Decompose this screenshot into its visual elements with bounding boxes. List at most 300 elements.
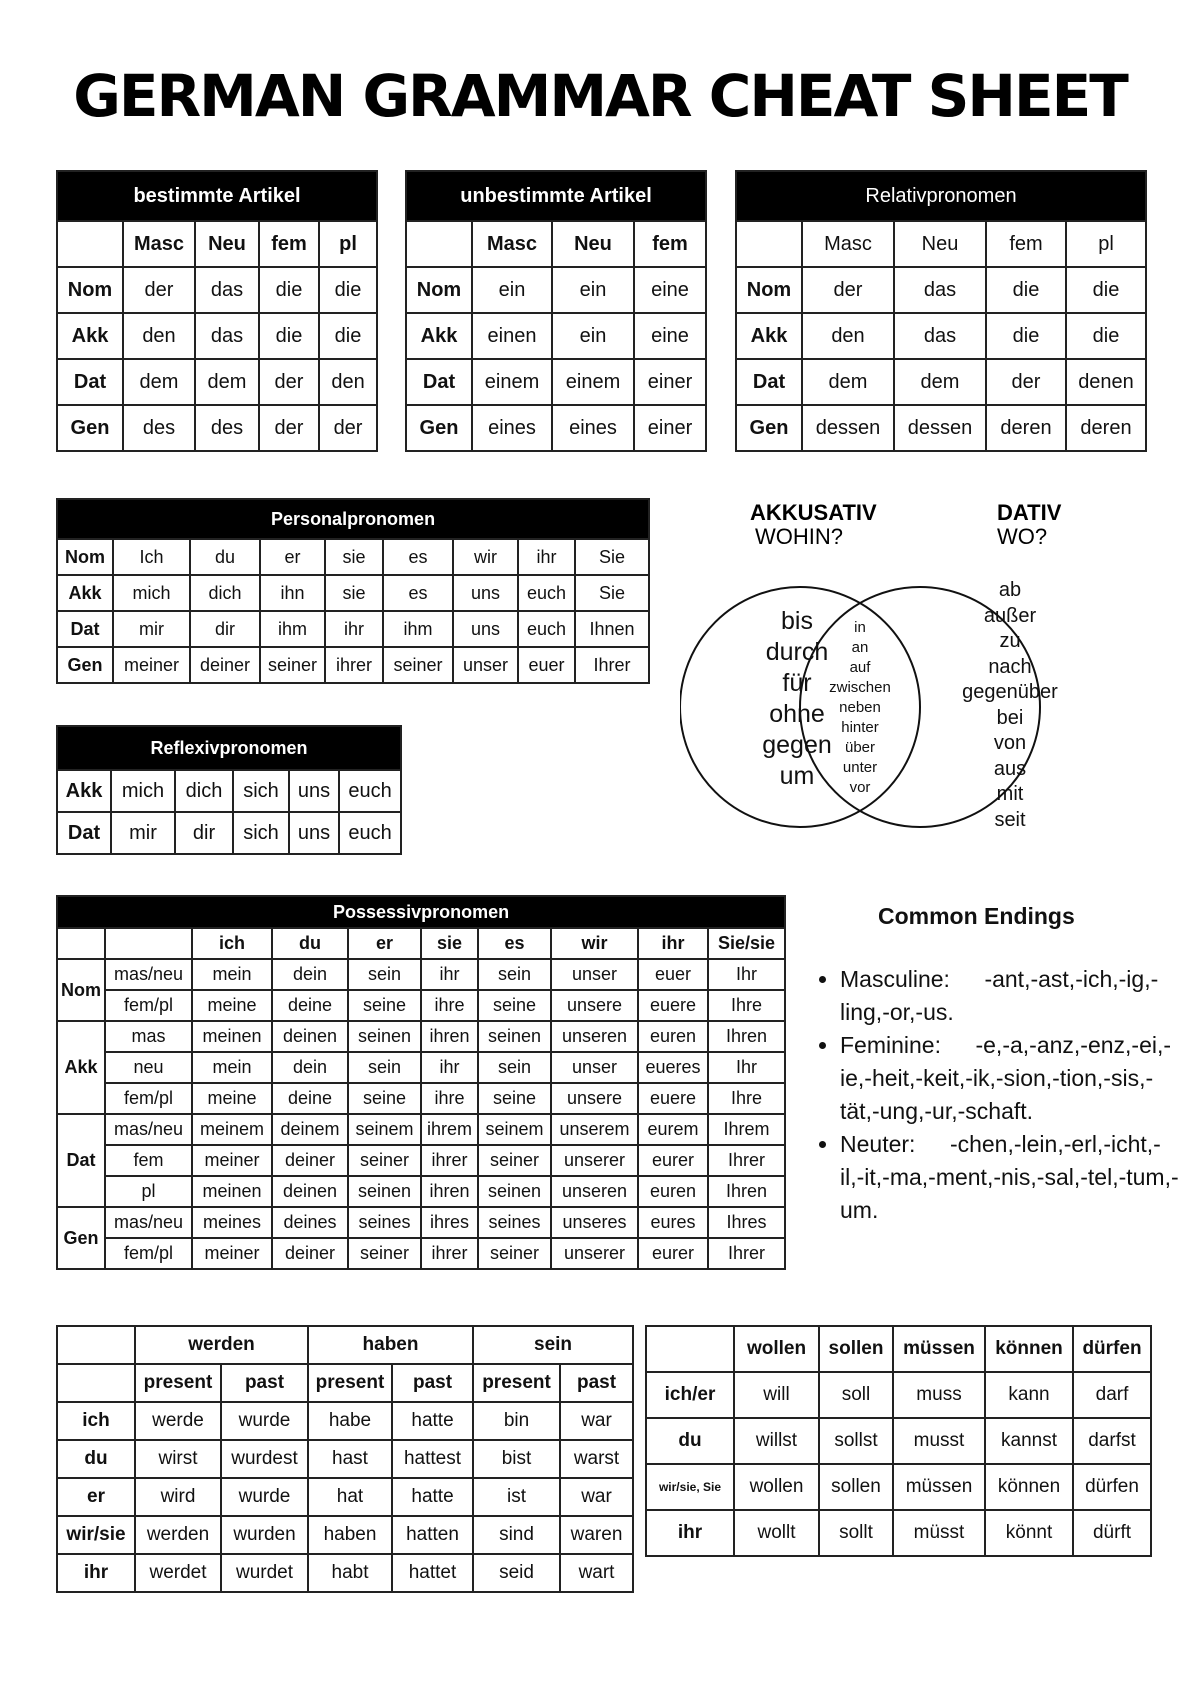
- column-header: [736, 221, 802, 267]
- table-cell: seinen: [478, 1176, 551, 1207]
- table-cell: der: [259, 359, 319, 405]
- table-row: [57, 812, 401, 854]
- table-cell: soll: [819, 1372, 893, 1418]
- table-cell: bist: [473, 1440, 560, 1478]
- column-header: du: [272, 928, 348, 959]
- column-header: können: [985, 1326, 1073, 1372]
- gender-label: fem/pl: [105, 990, 192, 1021]
- table-cell: ihr: [421, 1052, 478, 1083]
- table-row: [646, 1464, 1151, 1510]
- table-cell: seiner: [383, 647, 453, 683]
- column-header: [406, 221, 472, 267]
- table-cell: hatte: [392, 1402, 473, 1440]
- row-header: Gen: [57, 647, 113, 683]
- row-header: Dat: [57, 611, 113, 647]
- auxiliary-verb-table: [56, 1325, 634, 1593]
- table-cell: seinen: [348, 1021, 421, 1052]
- table-row: [57, 1554, 633, 1592]
- table-cell: seiner: [348, 1238, 421, 1269]
- table-cell: deinen: [272, 1176, 348, 1207]
- table-cell: der: [259, 405, 319, 451]
- table-cell: den: [802, 313, 894, 359]
- column-header: ich: [192, 928, 272, 959]
- tense-header: past: [392, 1364, 473, 1402]
- table-row: [57, 1440, 633, 1478]
- table-cell: euch: [518, 611, 575, 647]
- table-row: [646, 1418, 1151, 1464]
- table-cell: deinen: [272, 1021, 348, 1052]
- table-cell: seine: [348, 1083, 421, 1114]
- table-cell: deines: [272, 1207, 348, 1238]
- table-cell: sollst: [819, 1418, 893, 1464]
- table-cell: wurdet: [221, 1554, 308, 1592]
- table-cell: sie: [325, 575, 383, 611]
- table-cell: Ihrer: [708, 1238, 785, 1269]
- table-row: [57, 575, 649, 611]
- table-title: Personalpronomen: [57, 499, 649, 539]
- table-cell: sollen: [819, 1464, 893, 1510]
- table-cell: Ihrer: [708, 1145, 785, 1176]
- table-cell: seine: [478, 990, 551, 1021]
- row-header: ich: [57, 1402, 135, 1440]
- preposition: bei: [996, 706, 1024, 729]
- table-cell: seinen: [348, 1176, 421, 1207]
- table-cell: war: [560, 1478, 633, 1516]
- column-header: Neu: [894, 221, 986, 267]
- table-cell: warst: [560, 1440, 633, 1478]
- table-row: [736, 359, 1146, 405]
- table-row: [406, 313, 706, 359]
- ending-item: [840, 1029, 1180, 1128]
- table-cell: einer: [634, 359, 706, 405]
- table-cell: deine: [272, 990, 348, 1021]
- table-cell: wollen: [734, 1464, 819, 1510]
- column-header: sie: [421, 928, 478, 959]
- verb-header: sein: [473, 1326, 633, 1364]
- column-header: Neu: [552, 221, 634, 267]
- column-header: es: [478, 928, 551, 959]
- table-cell: eine: [634, 267, 706, 313]
- table-row: [57, 990, 785, 1021]
- column-header: fem: [634, 221, 706, 267]
- table-cell: sich: [233, 770, 289, 812]
- table-cell: eines: [472, 405, 552, 451]
- preposition: um: [779, 762, 815, 790]
- table-cell: einer: [634, 405, 706, 451]
- preposition: unter: [842, 759, 878, 776]
- table-cell: sein: [348, 959, 421, 990]
- table-cell: deiner: [190, 647, 260, 683]
- table-row: [57, 1478, 633, 1516]
- preposition: nach: [988, 655, 1032, 678]
- table-cell: meinem: [192, 1114, 272, 1145]
- column-header: sollen: [819, 1326, 893, 1372]
- table-row: [57, 959, 785, 990]
- ending-spacer: [950, 966, 985, 992]
- table-cell: ihrer: [325, 647, 383, 683]
- table-cell: unserer: [551, 1238, 638, 1269]
- preposition: gegenüber: [962, 681, 1058, 703]
- table-title: Relativpronomen: [736, 171, 1146, 221]
- table-cell: des: [123, 405, 195, 451]
- table-cell: seinem: [348, 1114, 421, 1145]
- gender-label: mas/neu: [105, 959, 192, 990]
- preposition: zwischen: [829, 679, 891, 696]
- tense-header: present: [135, 1364, 221, 1402]
- table-cell: ist: [473, 1478, 560, 1516]
- preposition: in: [854, 619, 866, 636]
- gender-label: pl: [105, 1176, 192, 1207]
- preposition: seit: [994, 808, 1026, 831]
- table-cell: sich: [233, 812, 289, 854]
- table-row: [57, 611, 649, 647]
- table-cell: deiner: [272, 1238, 348, 1269]
- table-cell: ihm: [260, 611, 325, 647]
- table-cell: meiner: [113, 647, 190, 683]
- modal-verb-table: [645, 1325, 1152, 1557]
- preposition: ab: [998, 579, 1022, 601]
- table-cell: Sie: [575, 539, 649, 575]
- column-header: müssen: [893, 1326, 985, 1372]
- verb-header: haben: [308, 1326, 473, 1364]
- table-cell: Ihrem: [708, 1114, 785, 1145]
- personal-pronoun-table: [56, 498, 650, 684]
- possessive-pronoun-table: [56, 895, 786, 1270]
- row-header: Gen: [736, 405, 802, 451]
- table-cell: meinen: [192, 1021, 272, 1052]
- column-header: pl: [319, 221, 377, 267]
- table-cell: hat: [308, 1478, 392, 1516]
- table-cell: Ihre: [708, 990, 785, 1021]
- tense-header: past: [221, 1364, 308, 1402]
- table-cell: seiner: [478, 1238, 551, 1269]
- table-cell: dich: [175, 770, 233, 812]
- column-header: er: [348, 928, 421, 959]
- column-header: wir: [551, 928, 638, 959]
- row-header: du: [646, 1418, 734, 1464]
- empty-cell: [57, 1364, 135, 1402]
- table-row: [736, 267, 1146, 313]
- table-cell: dem: [123, 359, 195, 405]
- table-cell: mich: [111, 770, 175, 812]
- table-cell: eures: [638, 1207, 708, 1238]
- table-cell: ein: [472, 267, 552, 313]
- header-row: [57, 928, 785, 959]
- table-cell: unseren: [551, 1021, 638, 1052]
- table-cell: ihr: [325, 611, 383, 647]
- table-cell: haben: [308, 1516, 392, 1554]
- table-row: [406, 267, 706, 313]
- table-cell: eurem: [638, 1114, 708, 1145]
- preposition: zu: [999, 630, 1021, 652]
- table-cell: die: [319, 267, 377, 313]
- case-header: Dat: [57, 1114, 105, 1207]
- table-cell: die: [1066, 267, 1146, 313]
- preposition: durch: [765, 638, 829, 666]
- row-header: Gen: [406, 405, 472, 451]
- table-cell: ihres: [421, 1207, 478, 1238]
- table-cell: die: [259, 267, 319, 313]
- table-cell: sind: [473, 1516, 560, 1554]
- table-cell: seines: [478, 1207, 551, 1238]
- tense-header-row: [57, 1364, 633, 1402]
- table-row: [57, 267, 377, 313]
- table-cell: unserem: [551, 1114, 638, 1145]
- table-row: [57, 313, 377, 359]
- gender-label: fem/pl: [105, 1238, 192, 1269]
- table-cell: wollt: [734, 1510, 819, 1556]
- table-cell: unserer: [551, 1145, 638, 1176]
- dativ-question: WO?: [997, 524, 1048, 549]
- indefinite-article-table: [405, 170, 707, 452]
- column-header: [105, 928, 192, 959]
- table-cell: die: [986, 313, 1066, 359]
- table-cell: dem: [894, 359, 986, 405]
- table-cell: wurde: [221, 1402, 308, 1440]
- table-row: [57, 1207, 785, 1238]
- table-row: [57, 770, 401, 812]
- column-header: ihr: [638, 928, 708, 959]
- column-header: [57, 221, 123, 267]
- column-header: wollen: [734, 1326, 819, 1372]
- table-cell: dessen: [802, 405, 894, 451]
- table-title: unbestimmte Artikel: [406, 171, 706, 221]
- table-row: [57, 1402, 633, 1440]
- table-cell: ihre: [421, 1083, 478, 1114]
- table-cell: dürfen: [1073, 1464, 1151, 1510]
- empty-cell: [57, 1326, 135, 1364]
- table-cell: seiner: [478, 1145, 551, 1176]
- table-cell: dem: [195, 359, 259, 405]
- column-header: Masc: [472, 221, 552, 267]
- table-cell: ihrem: [421, 1114, 478, 1145]
- table-cell: euere: [638, 1083, 708, 1114]
- row-header: du: [57, 1440, 135, 1478]
- table-cell: wird: [135, 1478, 221, 1516]
- column-header: fem: [986, 221, 1066, 267]
- table-cell: waren: [560, 1516, 633, 1554]
- table-cell: sein: [348, 1052, 421, 1083]
- table-cell: deiner: [272, 1145, 348, 1176]
- row-header: Akk: [57, 313, 123, 359]
- preposition: auf: [849, 659, 871, 676]
- table-cell: wir: [453, 539, 518, 575]
- table-row: [57, 1145, 785, 1176]
- table-cell: ein: [552, 267, 634, 313]
- table-cell: uns: [289, 812, 339, 854]
- table-cell: es: [383, 539, 453, 575]
- row-header: Nom: [57, 539, 113, 575]
- table-cell: meines: [192, 1207, 272, 1238]
- table-cell: hatte: [392, 1478, 473, 1516]
- table-cell: kann: [985, 1372, 1073, 1418]
- table-cell: Ihren: [708, 1021, 785, 1052]
- table-row: [57, 647, 649, 683]
- table-cell: Ihnen: [575, 611, 649, 647]
- preposition: neben: [839, 699, 881, 716]
- common-endings: [810, 900, 1180, 1227]
- table-row: [57, 1052, 785, 1083]
- table-cell: sollt: [819, 1510, 893, 1556]
- row-header: Dat: [57, 359, 123, 405]
- table-cell: mein: [192, 959, 272, 990]
- case-header: Nom: [57, 959, 105, 1021]
- table-cell: meiner: [192, 1238, 272, 1269]
- row-header: Dat: [406, 359, 472, 405]
- table-cell: werdet: [135, 1554, 221, 1592]
- ending-item: [840, 1128, 1180, 1227]
- gender-label: mas/neu: [105, 1114, 192, 1145]
- table-cell: dir: [175, 812, 233, 854]
- table-cell: mein: [192, 1052, 272, 1083]
- table-cell: deren: [1066, 405, 1146, 451]
- row-header: Akk: [57, 575, 113, 611]
- table-cell: musst: [893, 1418, 985, 1464]
- table-cell: müssen: [893, 1464, 985, 1510]
- column-header: dürfen: [1073, 1326, 1151, 1372]
- column-header: pl: [1066, 221, 1146, 267]
- reflexive-pronoun-table: [56, 725, 402, 855]
- table-cell: Ihres: [708, 1207, 785, 1238]
- table-cell: dein: [272, 1052, 348, 1083]
- table-cell: seinen: [478, 1021, 551, 1052]
- table-cell: willst: [734, 1418, 819, 1464]
- table-cell: es: [383, 575, 453, 611]
- table-cell: ihre: [421, 990, 478, 1021]
- preposition: ohne: [769, 700, 825, 728]
- table-cell: sein: [478, 959, 551, 990]
- preposition: an: [851, 639, 869, 656]
- table-cell: darf: [1073, 1372, 1151, 1418]
- preposition: außer: [983, 604, 1037, 627]
- table-row: [406, 359, 706, 405]
- table-cell: wart: [560, 1554, 633, 1592]
- table-cell: hatten: [392, 1516, 473, 1554]
- row-header: ihr: [646, 1510, 734, 1556]
- table-cell: die: [319, 313, 377, 359]
- table-cell: wirst: [135, 1440, 221, 1478]
- preposition: über: [844, 739, 876, 756]
- preposition: hinter: [841, 719, 879, 736]
- table-cell: wurden: [221, 1516, 308, 1554]
- table-cell: Ihr: [708, 1052, 785, 1083]
- gender-label: mas: [105, 1021, 192, 1052]
- table-cell: werden: [135, 1516, 221, 1554]
- table-cell: euch: [339, 812, 401, 854]
- ending-list: -ant,-ast,-ich,-ig,-ling,-or,-us.: [840, 966, 1159, 1025]
- column-header: Masc: [123, 221, 195, 267]
- akkusativ-question: WOHIN?: [755, 524, 843, 549]
- table-row: [57, 1516, 633, 1554]
- row-header: Nom: [736, 267, 802, 313]
- table-row: [406, 405, 706, 451]
- table-cell: sein: [478, 1052, 551, 1083]
- table-cell: Ihrer: [575, 647, 649, 683]
- table-cell: kannst: [985, 1418, 1073, 1464]
- table-cell: uns: [453, 575, 518, 611]
- case-header: Akk: [57, 1021, 105, 1114]
- endings-list: [810, 963, 1180, 1227]
- row-header: ich/er: [646, 1372, 734, 1418]
- table-cell: werde: [135, 1402, 221, 1440]
- table-cell: euer: [518, 647, 575, 683]
- ending-list: -chen,-lein,-erl,-icht,-il,-it,-ma,-ment,-nis,-sal,-tel,-tum,-um.: [840, 1131, 1179, 1223]
- table-cell: euren: [638, 1021, 708, 1052]
- table-cell: ihrer: [421, 1238, 478, 1269]
- column-header: [646, 1326, 734, 1372]
- table-cell: können: [985, 1464, 1073, 1510]
- header-row: [646, 1326, 1151, 1372]
- table-cell: unser: [551, 1052, 638, 1083]
- table-cell: ihr: [518, 539, 575, 575]
- table-cell: ihren: [421, 1176, 478, 1207]
- row-header: er: [57, 1478, 135, 1516]
- table-cell: die: [986, 267, 1066, 313]
- table-cell: sie: [325, 539, 383, 575]
- gender-label: neu: [105, 1052, 192, 1083]
- table-cell: ein: [552, 313, 634, 359]
- table-cell: wurdest: [221, 1440, 308, 1478]
- table-cell: einen: [472, 313, 552, 359]
- gender-label: fem/pl: [105, 1083, 192, 1114]
- table-cell: meinen: [192, 1176, 272, 1207]
- table-cell: Ihr: [708, 959, 785, 990]
- table-row: [57, 1238, 785, 1269]
- table-cell: den: [319, 359, 377, 405]
- column-header: [57, 928, 105, 959]
- table-cell: könnt: [985, 1510, 1073, 1556]
- case-header: Gen: [57, 1207, 105, 1269]
- table-row: [57, 1176, 785, 1207]
- table-cell: Ihre: [708, 1083, 785, 1114]
- header-row: [736, 221, 1146, 267]
- table-cell: hattest: [392, 1440, 473, 1478]
- table-cell: du: [190, 539, 260, 575]
- table-cell: hast: [308, 1440, 392, 1478]
- table-cell: dessen: [894, 405, 986, 451]
- table-cell: der: [802, 267, 894, 313]
- table-row: [57, 1083, 785, 1114]
- table-cell: war: [560, 1402, 633, 1440]
- row-header: wir/sie, Sie: [646, 1464, 734, 1510]
- preposition: bis: [781, 607, 813, 635]
- preposition: aus: [993, 757, 1027, 780]
- table-cell: eurer: [638, 1145, 708, 1176]
- table-title: Possessivpronomen: [57, 896, 785, 928]
- table-cell: müsst: [893, 1510, 985, 1556]
- table-cell: unseren: [551, 1176, 638, 1207]
- tense-header: present: [473, 1364, 560, 1402]
- table-cell: das: [195, 313, 259, 359]
- table-cell: euer: [638, 959, 708, 990]
- table-cell: die: [259, 313, 319, 359]
- table-cell: unsere: [551, 990, 638, 1021]
- table-row: [646, 1372, 1151, 1418]
- table-cell: dürft: [1073, 1510, 1151, 1556]
- table-title: bestimmte Artikel: [57, 171, 377, 221]
- dativ-list: [950, 578, 1070, 833]
- ending-spacer: [915, 1131, 950, 1157]
- definite-article-table: [56, 170, 378, 452]
- table-cell: wurde: [221, 1478, 308, 1516]
- table-cell: den: [123, 313, 195, 359]
- page-title: GERMAN GRAMMAR CHEAT SHEET: [73, 62, 1127, 130]
- relative-pronoun-table: [735, 170, 1147, 452]
- table-title: Reflexivpronomen: [57, 726, 401, 770]
- table-cell: unseres: [551, 1207, 638, 1238]
- ending-list: -e,-a,-anz,-enz,-ei,-ie,-heit,-keit,-ik,-sion,-tion,-sis,-tät,-ung,-ur,-schaft.: [840, 1032, 1172, 1124]
- table-cell: deinem: [272, 1114, 348, 1145]
